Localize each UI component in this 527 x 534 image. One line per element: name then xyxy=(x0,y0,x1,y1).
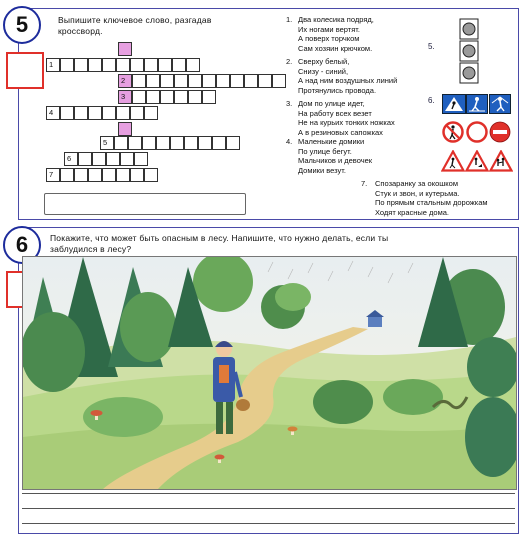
riddle-line: Маленькие домики xyxy=(298,137,365,146)
crossword-clue-number: 4 xyxy=(49,108,54,117)
task6-number: 6 xyxy=(3,226,41,264)
crossword-cell[interactable] xyxy=(158,58,172,72)
crossword-cell[interactable] xyxy=(128,136,142,150)
riddle-line: А над ним воздушных линий xyxy=(298,76,398,86)
writing-line[interactable] xyxy=(22,523,515,524)
crossword-cell[interactable] xyxy=(226,136,240,150)
crossword-cell[interactable] xyxy=(60,58,74,72)
riddle-4 xyxy=(286,137,373,175)
crossword-cell[interactable] xyxy=(102,106,116,120)
crossword-cell[interactable] xyxy=(130,106,144,120)
riddle-line: Два колесика подряд, xyxy=(298,15,374,24)
riddle-line: Протянулись провода. xyxy=(298,85,377,95)
crossword-cell[interactable] xyxy=(74,58,88,72)
crossword-cell[interactable] xyxy=(146,74,160,88)
crossword-cell[interactable] xyxy=(202,74,216,88)
riddle-line: Их ногами вертят. xyxy=(298,24,360,34)
riddle-line: Сверху белый, xyxy=(298,57,350,66)
crossword-cell[interactable] xyxy=(174,90,188,104)
riddle-line: По прямым стальным дорожкам xyxy=(375,198,488,208)
crossword-cell[interactable] xyxy=(202,90,216,104)
no-pedestrians-sign-icon xyxy=(442,121,464,148)
crossword-clue-number: 5 xyxy=(103,138,108,147)
crossword-cell[interactable] xyxy=(146,90,160,104)
crossword-cell[interactable] xyxy=(174,74,188,88)
crossword-cell[interactable] xyxy=(88,168,102,182)
no-entry-sign-icon xyxy=(489,121,511,148)
crossword-cell[interactable] xyxy=(60,168,74,182)
crossword-cell[interactable] xyxy=(132,74,146,88)
riddle-line: Сам хозяин крючком. xyxy=(298,43,373,53)
crossword-cell[interactable] xyxy=(188,74,202,88)
crossword-cell[interactable] xyxy=(92,152,106,166)
crossword-cell[interactable] xyxy=(116,58,130,72)
crossword-cell[interactable] xyxy=(144,168,158,182)
crossword-cell[interactable] xyxy=(272,74,286,88)
riddle-line: Спозаранку за окошком xyxy=(375,179,458,188)
crossword-cell[interactable] xyxy=(78,152,92,166)
crossword-cell[interactable] xyxy=(134,152,148,166)
crossword-cell[interactable] xyxy=(114,136,128,150)
crossword-cell[interactable] xyxy=(172,58,186,72)
riddle-line: А поверх торчком xyxy=(298,34,360,44)
crossword-key-cell[interactable] xyxy=(118,122,132,136)
crossword-clue-number: 1 xyxy=(49,60,54,69)
crossword-cell[interactable] xyxy=(170,136,184,150)
forest-illustration[interactable] xyxy=(22,256,517,490)
riddle-line: По улице бегут. xyxy=(298,146,352,156)
traffic-light-icon xyxy=(459,18,479,89)
crossword-cell[interactable] xyxy=(88,58,102,72)
crossword-cell[interactable] xyxy=(106,152,120,166)
crossword-cell[interactable] xyxy=(156,136,170,150)
crossword-cell[interactable] xyxy=(212,136,226,150)
task5-number: 5 xyxy=(3,6,41,44)
riddle-line: Снизу - синий, xyxy=(298,66,349,76)
riddle-line: Дом по улице идет, xyxy=(298,99,365,108)
writing-line[interactable] xyxy=(22,508,515,509)
crossword-cell[interactable] xyxy=(130,168,144,182)
riddle-number: 2. xyxy=(286,57,293,66)
crossword-clue-number: 2 xyxy=(121,76,126,85)
crossword-cell[interactable] xyxy=(130,58,144,72)
roadworks-warning-sign-icon xyxy=(465,150,489,177)
writing-line[interactable] xyxy=(22,493,515,494)
crossword-cell[interactable] xyxy=(244,74,258,88)
crossword-cell[interactable] xyxy=(120,152,134,166)
no-traffic-sign-icon xyxy=(466,121,488,148)
riddle-2 xyxy=(286,57,398,95)
underground-crossing-sign-icon xyxy=(466,94,488,119)
riddle-number: 4. xyxy=(286,137,293,146)
crossword-cell[interactable] xyxy=(160,74,174,88)
task6-instruction-line-1: Покажите, что может быть опасным в лесу. Напишите, что нужно делать, если ты xyxy=(50,233,389,243)
crossword-cell[interactable] xyxy=(116,106,130,120)
children-warning-sign-icon xyxy=(489,150,513,177)
crossword-cell[interactable] xyxy=(160,90,174,104)
crossword-cell[interactable] xyxy=(102,58,116,72)
riddle-line: На работу всех везет xyxy=(298,108,372,118)
task5-answer-square[interactable] xyxy=(6,52,44,89)
label-5: 5. xyxy=(428,42,435,51)
crossword-cell[interactable] xyxy=(198,136,212,150)
crossword-cell[interactable] xyxy=(144,106,158,120)
crossword-cell[interactable] xyxy=(74,106,88,120)
crossword-cell[interactable] xyxy=(188,90,202,104)
crossword-cell[interactable] xyxy=(88,106,102,120)
crossword-clue-number: 3 xyxy=(121,92,126,101)
crossword-cell[interactable] xyxy=(144,58,158,72)
crossword-cell[interactable] xyxy=(116,168,130,182)
crossword-cell[interactable] xyxy=(142,136,156,150)
overpass-crossing-sign-icon xyxy=(489,94,511,119)
riddle-line: Ходят красные дома. xyxy=(375,207,450,217)
crossword-cell[interactable] xyxy=(60,106,74,120)
riddle-line: Не на курьих тонких ножках xyxy=(298,118,395,128)
task6-instruction-line-2: заблудился в лесу? xyxy=(50,244,132,254)
crossword-cell[interactable] xyxy=(74,168,88,182)
riddle-number: 1. xyxy=(286,15,293,24)
riddle-1 xyxy=(286,15,374,53)
riddle-3 xyxy=(286,99,395,137)
riddle-line: Мальчиков и девочек xyxy=(298,156,373,166)
riddle-line: Стук и звон, и кутерьма. xyxy=(375,188,460,198)
crossword-cell[interactable] xyxy=(132,90,146,104)
riddle-7 xyxy=(361,179,488,217)
label-6: 6. xyxy=(428,96,435,105)
crossword-clue-number: 7 xyxy=(49,170,54,179)
crossword-cell[interactable] xyxy=(258,74,272,88)
crossword-key-cell[interactable] xyxy=(118,42,132,56)
task5-instruction: Выпишите ключевое слово, разгадав кроссворд. xyxy=(58,15,212,36)
crossword-cell[interactable] xyxy=(216,74,230,88)
crossword-cell[interactable] xyxy=(102,168,116,182)
keyword-answer-field[interactable] xyxy=(44,193,246,215)
crossword-cell[interactable] xyxy=(186,58,200,72)
riddle-line: Домики везут. xyxy=(298,165,346,175)
riddle-number: 7. xyxy=(361,179,368,188)
crossword-cell[interactable] xyxy=(230,74,244,88)
riddle-number: 3. xyxy=(286,99,293,108)
crossword-cell[interactable] xyxy=(184,136,198,150)
crossword-clue-number: 6 xyxy=(67,154,72,163)
riddle-line: А в резиновых сапожках xyxy=(298,127,383,137)
pedestrian-crossing-sign-icon xyxy=(442,94,466,119)
pedestrian-warning-sign-icon xyxy=(441,150,465,177)
